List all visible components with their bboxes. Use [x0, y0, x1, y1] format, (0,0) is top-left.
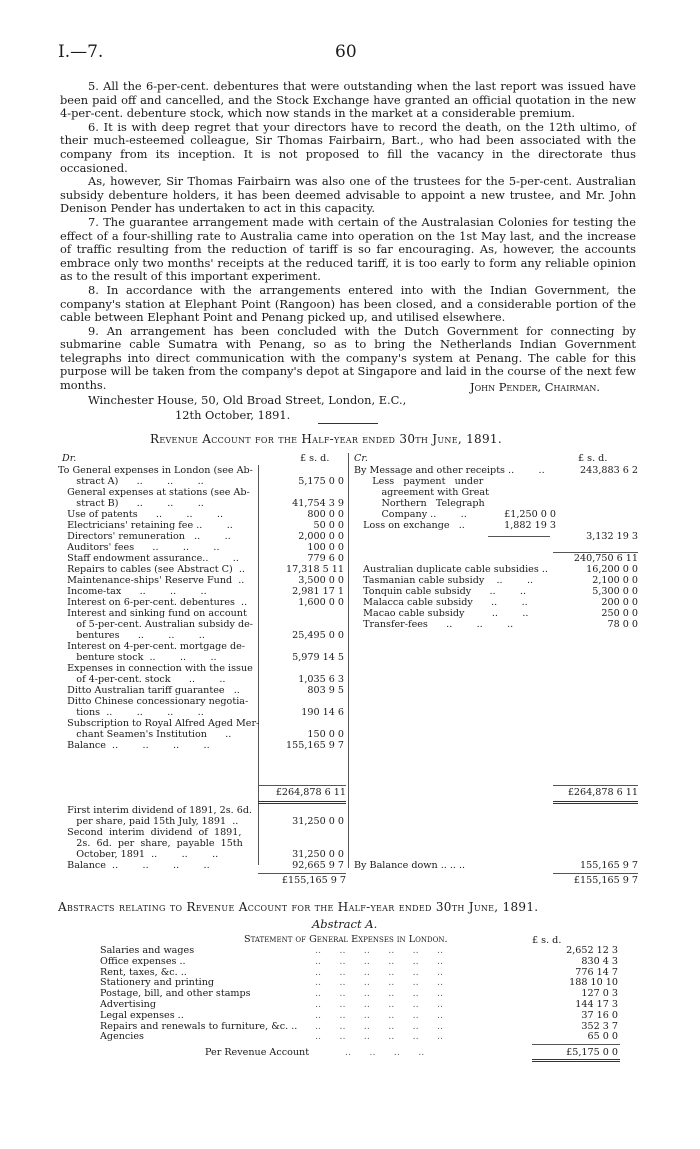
credit-line-label: Tasmanian cable subsidy .. .. — [354, 575, 534, 586]
credit-line-amount: 200 0 0 — [601, 597, 638, 608]
debit-line-amount: 100 0 0 — [307, 542, 344, 553]
credit-line-label: Company .. .. — [354, 509, 467, 520]
subtotal-rule — [488, 536, 550, 537]
debit-line-label: General expenses at stations (see Ab- — [58, 487, 250, 498]
debit-line-amount: 150 0 0 — [307, 729, 344, 740]
abstract-row-label: Postage, bill, and other stamps — [100, 988, 251, 1000]
balance-down-label: By Balance down .. .. .. — [354, 860, 466, 871]
lower-debit-label: per share, paid 15th July, 1891 .. — [58, 816, 239, 827]
abstract-row-label: Salaries and wages — [100, 945, 195, 956]
document-reference: I.—7. — [58, 42, 104, 62]
debit-line-amount: 155,165 9 7 — [286, 740, 344, 751]
credit-line-label: Northern Telegraph — [354, 498, 485, 509]
total-rule — [258, 785, 346, 786]
debit-line-label: Balance .. .. .. .. — [58, 740, 210, 751]
debit-line-label: chant Seamen's Institution .. — [58, 729, 232, 740]
abstract-row-dots: .. .. .. .. .. .. — [315, 1009, 444, 1021]
abstract-row-amount: 776 14 7 — [575, 966, 618, 978]
report-body — [60, 80, 636, 393]
abstract-row-dots: .. .. .. .. .. .. — [315, 988, 444, 1000]
center-rule — [348, 453, 349, 868]
debit-line-amount: 2,000 0 0 — [298, 531, 344, 542]
debit-line-amount: 3,500 0 0 — [298, 575, 344, 586]
paragraph: 9. An arrangement has been concluded with the Dutch Government for connecting by submarine cable Sumatra with Penang, so as to bring the Netherlands Indian Government telegraphs into direct communication with the company's system at Penang. The cable for this purpose will be taken from the company's depot at Singapore and laid in the course of the next few months. — [60, 323, 636, 393]
divider — [318, 423, 378, 424]
credit-line-label: Less payment under — [354, 476, 484, 487]
debit-line-label: To General expenses in London (see Ab- — [58, 465, 253, 476]
abstract-row-amount: 144 17 3 — [575, 999, 618, 1010]
credit-line-label: Loss on exchange .. — [354, 520, 465, 531]
abstract-row-dots: .. .. .. .. .. .. — [315, 966, 444, 978]
credit-line-amount: 2,100 0 0 — [592, 575, 638, 586]
credit-line-amount: 78 0 0 — [607, 619, 638, 630]
total-rule — [532, 1044, 620, 1045]
debit-line-amount: 5,979 14 5 — [292, 652, 344, 663]
lower-debit-total: £155,165 9 7 — [281, 875, 346, 886]
debit-line-amount: 803 9 5 — [307, 685, 344, 696]
credit-line-label: Transfer-fees .. .. .. — [354, 619, 514, 630]
abstract-row-amount: 127 0 3 — [581, 988, 618, 1000]
lower-debit-amount: 31,250 0 0 — [292, 849, 344, 860]
credit-line-label: Australian duplicate cable subsidies .. — [354, 564, 548, 575]
debit-label: Dr. — [62, 453, 77, 464]
abstract-row-label: Rent, taxes, &c. .. — [100, 966, 187, 978]
credit-label: Cr. — [354, 453, 368, 464]
double-rule — [553, 801, 638, 804]
credit-line-label: Tonquin cable subsidy .. .. — [354, 586, 527, 597]
debit-line-label: Income-tax .. .. .. — [58, 586, 207, 597]
abstract-row-label: Repairs and renewals to furniture, &c. .. — [100, 1020, 298, 1032]
abstract-row-amount: 65 0 0 — [587, 1031, 618, 1043]
abstract-row-label: Agencies — [100, 1031, 144, 1043]
abstract-row-amount: 37 16 0 — [581, 1009, 618, 1021]
lower-debit-amount: 92,665 9 7 — [292, 860, 344, 871]
debit-line-label: Maintenance-ships' Reserve Fund .. — [58, 575, 245, 586]
abstract-row-dots: .. .. .. .. .. .. — [315, 999, 444, 1010]
debit-line-label: of 4-per-cent. stock .. .. — [58, 674, 226, 685]
abstract-row-dots: .. .. .. .. .. .. — [315, 977, 444, 989]
signature: John Pender, Chairman. — [470, 380, 600, 394]
paragraph: 8. In accordance with the arrangements entered into with the Indian Government, the company's station at Elephant Point (Rangoon) has been closed, and a considerable portion of the cable between Elephant Point and Penang picked up, and utilised elsewhere. — [60, 282, 636, 325]
abstract-row-label: Office expenses .. — [100, 955, 186, 967]
credit-line-label: By Message and other receipts .. .. — [354, 465, 545, 476]
paragraph: 5. All the 6-per-cent. debentures that were outstanding when the last report was issued have been paid off and cancelled, and the Stock Exchange have granted an official quotation in the new 4-per-cent. debenture stock, which now stands in the market at a considerable premium. — [60, 79, 636, 121]
debit-line-label: stract B) .. .. .. — [58, 498, 204, 509]
total-rule — [258, 873, 346, 874]
credit-line-amount: 250 0 0 — [601, 608, 638, 619]
debit-line-amount: 800 0 0 — [307, 509, 344, 520]
debit-line-amount: 25,495 0 0 — [292, 630, 344, 641]
subtotal-rule — [553, 552, 638, 553]
credit-line-label: Malacca cable subsidy .. .. — [354, 597, 528, 608]
address-line: Winchester House, 50, Old Broad Street, London, E.C., — [88, 393, 407, 407]
lower-debit-amount: 31,250 0 0 — [292, 816, 344, 827]
abstract-total-label: Per Revenue Account — [205, 1047, 310, 1059]
credit-line-label: agreement with Great — [354, 487, 489, 498]
debit-line-label: Repairs to cables (see Abstract C) .. — [58, 564, 245, 575]
debit-line-label: Staff endowment assurance.. .. — [58, 553, 239, 564]
revenue-account-title: Revenue Account for the Half-year ended 30th June, 1891. — [150, 432, 502, 446]
debit-line-label: of 5-per-cent. Australian subsidy de- — [58, 619, 254, 630]
credit-currency-header: £ s. d. — [578, 453, 608, 464]
abstract-total-dots: .. .. .. .. — [345, 1047, 425, 1059]
abstract-row-amount: 2,652 12 3 — [566, 945, 618, 956]
revenue-account-ledger — [58, 453, 638, 886]
abstract-row-dots: .. .. .. .. .. .. — [315, 955, 444, 967]
abstracts-title: Abstracts relating to Revenue Account for the Half-year ended 30th June, 1891. — [58, 900, 539, 914]
abstract-row-label: Advertising — [100, 999, 156, 1010]
debit-line-amount: 5,175 0 0 — [298, 476, 344, 487]
debit-line-label: tions .. .. .. .. — [58, 707, 204, 718]
total-rule — [553, 873, 638, 874]
debit-line-label: benture stock .. .. .. — [58, 652, 217, 663]
paragraph: 7. The guarantee arrangement made with certain of the Australasian Colonies for testing the effect of a four-shilling rate to Australia came into operation on the 1st May last, and the increase of traffic resulting from the reduction of tariff is so far encouraging. As, however, the accounts embrace only two months' receipts at the reduced tariff, it is too early to form any reliable opinion as to the result of this important experiment. — [60, 214, 636, 284]
lower-debit-label: First interim dividend of 1891, 2s. 6d. — [58, 805, 253, 816]
credit-line-amount: 243,883 6 2 — [580, 465, 638, 476]
credit-line-label: Macao cable subsidy .. .. — [354, 608, 529, 619]
abstract-row-amount: 188 10 10 — [569, 977, 618, 989]
credit-inner-amount: 1,882 19 3 — [504, 520, 556, 531]
abstract-row-dots: .. .. .. .. .. .. — [315, 1031, 444, 1043]
debit-line-label: Interest on 4-per-cent. mortgage de- — [58, 641, 246, 652]
debit-line-amount: 1,035 6 3 — [298, 674, 344, 685]
credit-total: £264,878 6 11 — [567, 787, 638, 798]
lower-debit-label: 2s. 6d. per share, payable 15th — [58, 838, 243, 849]
lower-debit-label: October, 1891 .. .. .. — [58, 849, 219, 860]
lower-debit-label: Balance .. .. .. .. — [58, 860, 210, 871]
abstract-row-dots: .. .. .. .. .. .. — [315, 1020, 444, 1032]
abstract-row-amount: 830 4 3 — [581, 955, 618, 967]
abstract-row-label: Legal expenses .. — [100, 1009, 184, 1021]
debit-line-label: Expenses in connection with the issue — [58, 663, 253, 674]
debit-line-label: Auditors' fees .. .. .. — [58, 542, 220, 553]
debit-line-label: Ditto Australian tariff guarantee .. — [58, 685, 240, 696]
debit-line-amount: 41,754 3 9 — [292, 498, 344, 509]
lower-credit-total: £155,165 9 7 — [573, 875, 638, 886]
abstract-currency-header: £ s. d. — [532, 935, 562, 946]
credit-line-amount: 240,750 6 11 — [573, 553, 638, 564]
debit-currency-header: £ s. d. — [300, 453, 330, 464]
debit-line-label: Interest on 6-per-cent. debentures .. — [58, 597, 248, 608]
date-line: 12th October, 1891. — [175, 408, 291, 422]
debit-line-label: Directors' remuneration .. .. — [58, 531, 231, 542]
debit-line-label: bentures .. .. .. — [58, 630, 205, 641]
debit-line-amount: 2,981 17 1 — [292, 586, 344, 597]
abstract-row-dots: .. .. .. .. .. .. — [315, 945, 444, 956]
debit-line-label: Use of patents .. .. .. — [58, 509, 224, 520]
credit-inner-amount: £1,250 0 0 — [504, 509, 556, 520]
debit-line-label: Interest and sinking fund on account — [58, 608, 247, 619]
lower-debit-label: Second interim dividend of 1891, — [58, 827, 242, 838]
abstract-subtitle: Abstract A. — [312, 917, 378, 931]
paragraph: As, however, Sir Thomas Fairbairn was also one of the trustees for the 5-per-cent. Australian subsidy debenture holders, it has been deemed advisable to appoint a new trustee, and Mr. John Denison Pender has undertaken to act in this capacity. — [60, 174, 636, 216]
debit-line-label: stract A) .. .. .. — [58, 476, 204, 487]
total-rule — [553, 785, 638, 786]
debit-line-label: Subscription to Royal Alfred Aged Mer- — [58, 718, 260, 729]
debit-line-amount: 1,600 0 0 — [298, 597, 344, 608]
paragraph: 6. It is with deep regret that your directors have to record the death, on the 12th ultimo, of their much-esteemed colleague, Sir Thomas Fairbairn, Bart., who had been associated with the company from its inception. It is not proposed to fill the vacancy in the directorate thus occasioned. — [60, 119, 636, 175]
double-rule — [258, 801, 346, 804]
balance-down-amount: 155,165 9 7 — [580, 860, 638, 871]
debit-line-label: Electricians' retaining fee .. .. — [58, 520, 233, 531]
credit-line-amount: 5,300 0 0 — [592, 586, 638, 597]
debit-line-amount: 779 6 0 — [307, 553, 344, 564]
credit-line-amount: 16,200 0 0 — [586, 564, 638, 575]
abstract-heading: Statement of General Expenses in London. — [244, 934, 448, 945]
abstract-total-amount: £5,175 0 0 — [566, 1047, 618, 1059]
debit-line-amount: 50 0 0 — [313, 520, 344, 531]
abstract-row-label: Stationery and printing — [100, 977, 215, 989]
double-rule — [532, 1059, 620, 1062]
debit-line-amount: 17,318 5 11 — [286, 564, 344, 575]
debit-line-label: Ditto Chinese concessionary negotia- — [58, 696, 249, 707]
debit-total: £264,878 6 11 — [275, 787, 346, 798]
debit-line-amount: 190 14 6 — [301, 707, 344, 718]
abstract-row-amount: 352 3 7 — [581, 1020, 618, 1032]
credit-line-amount: 3,132 19 3 — [586, 531, 638, 542]
page-number: 60 — [335, 42, 357, 62]
